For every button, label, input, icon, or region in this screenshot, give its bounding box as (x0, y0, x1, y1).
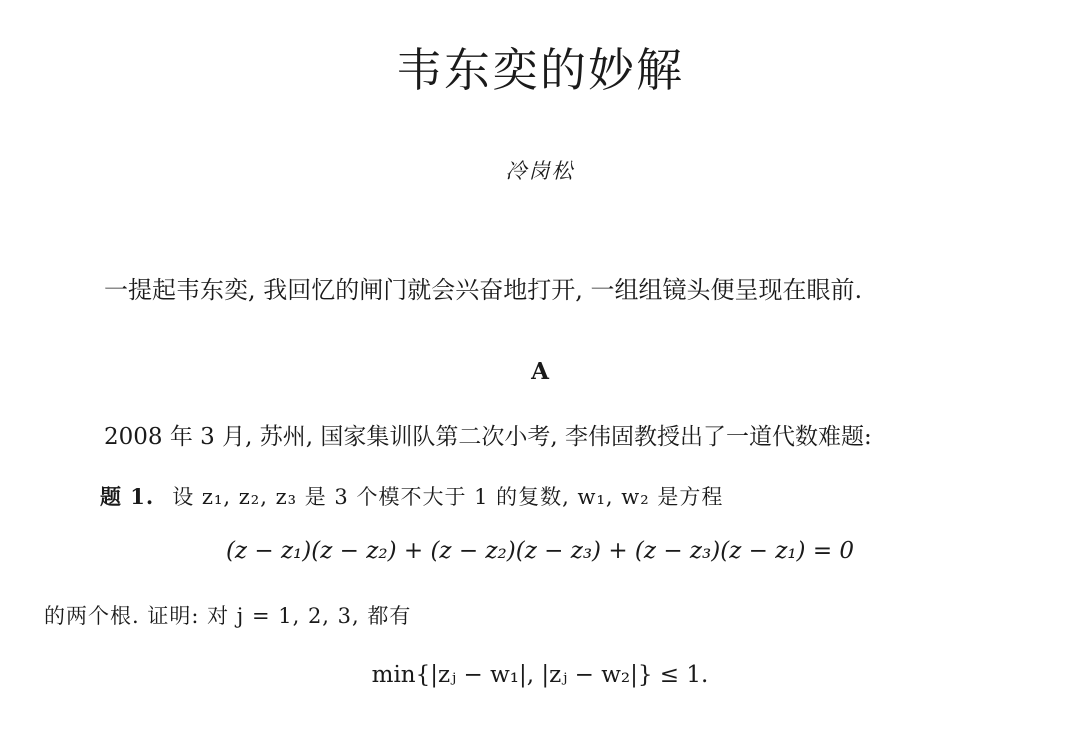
problem-label: 题 1. (100, 484, 155, 509)
display-equation-2: min{|zⱼ − w₁|, |zⱼ − w₂|} ≤ 1. (371, 662, 709, 688)
intro-paragraph: 一提起韦东奕, 我回忆的闸门就会兴奋地打开, 一组组镜头便呈现在眼前. (104, 276, 863, 304)
problem-statement (100, 481, 723, 511)
body-paragraph: 2008 年 3 月, 苏州, 国家集训队第二次小考, 李伟固教授出了一道代数难题: (104, 424, 872, 450)
problem-continuation: 的两个根. 证明: 对 j = 1, 2, 3, 都有 (44, 604, 412, 628)
paper-title: 韦东奕的妙解 (396, 43, 684, 97)
problem-text: 设 z₁, z₂, z₃ 是 3 个模不大于 1 的复数, w₁, w₂ 是方程 (172, 485, 724, 509)
author-name: 冷岗松 (505, 159, 575, 183)
display-equation-1: (z − z₁)(z − z₂) + (z − z₂)(z − z₃) + (z − z₃)(z − z₁) = 0 (225, 538, 855, 564)
section-heading: A (531, 358, 549, 385)
